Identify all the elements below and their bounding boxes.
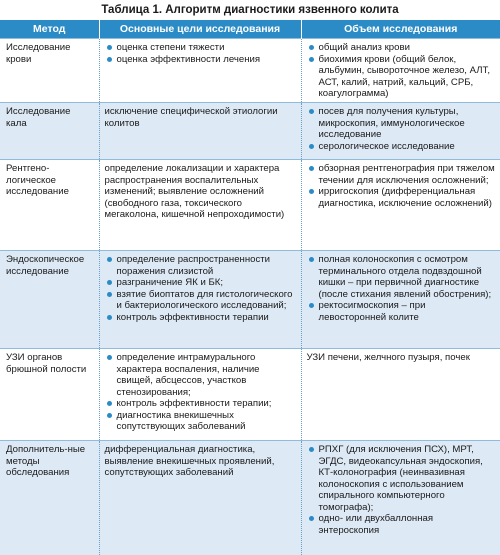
goals-text: исключение специфической этиологии колитов	[105, 106, 296, 129]
cell-method	[0, 441, 99, 555]
list-item: одно- или двухбаллонная энтероскопия	[307, 513, 496, 536]
cell-scope	[301, 39, 500, 103]
table-row	[0, 103, 500, 160]
cell-scope	[301, 349, 500, 441]
scope-list	[307, 42, 496, 100]
method-label: Рентгено-логическое исследование	[6, 163, 69, 197]
table-row	[0, 39, 500, 103]
list-item: разграничение ЯК и БК;	[105, 277, 296, 289]
list-item: обзорная рентгенография при тяжелом течении для исключения осложнений;	[307, 163, 496, 186]
method-label: Эндоскопическое исследование	[6, 254, 84, 277]
cell-method	[0, 160, 99, 251]
table-title: Таблица 1. Алгоритм диагностики язвенного колита	[0, 0, 500, 20]
list-item: ректосигмоскопия – при левосторонней колите	[307, 300, 496, 323]
method-label: Дополнитель-ные методы обследования	[6, 444, 85, 478]
header-scope: Объем исследования	[301, 20, 500, 39]
cell-goals	[99, 103, 301, 160]
cell-method	[0, 349, 99, 441]
cell-goals	[99, 39, 301, 103]
table-header-row	[0, 20, 500, 39]
cell-scope	[301, 160, 500, 251]
table-row	[0, 160, 500, 251]
goals-list	[105, 254, 296, 323]
list-item: взятие биоптатов для гистологического и бактериологического исследований;	[105, 289, 296, 312]
cell-goals	[99, 441, 301, 555]
table-row	[0, 441, 500, 555]
scope-list	[307, 254, 496, 323]
list-item: полная колоноскопия с осмотром терминального отдела подвздошной кишки – при первичной диагностике (после стихания явлений обострения);	[307, 254, 496, 300]
diagnostics-table	[0, 20, 500, 555]
cell-method	[0, 103, 99, 160]
list-item: контроль эффективности терапии;	[105, 398, 296, 410]
list-item: серологическое исследование	[307, 141, 496, 153]
scope-list	[307, 444, 496, 536]
scope-text: УЗИ печени, желчного пузыря, почек	[307, 352, 496, 364]
cell-method	[0, 251, 99, 349]
cell-goals	[99, 251, 301, 349]
list-item: диагностика внекишечных сопутствующих заболеваний	[105, 410, 296, 433]
list-item: общий анализ крови	[307, 42, 496, 54]
list-item: определение интрамурального характера воспаления, наличие свищей, абсцессов, участков стенозирования;	[105, 352, 296, 398]
scope-list	[307, 163, 496, 209]
list-item: посев для получения культуры, микроскопия, иммунологическое исследование	[307, 106, 496, 141]
header-method: Метод	[0, 20, 99, 39]
goals-text: дифференциальная диагностика, выявление внекишечных проявлений, сопутствующих заболеваний	[105, 444, 296, 479]
list-item: ирригоскопия (дифференциальная диагностика, исключение осложнений)	[307, 186, 496, 209]
goals-list	[105, 42, 296, 65]
cell-method	[0, 39, 99, 103]
list-item: оценка эффективности лечения	[105, 54, 296, 66]
list-item: определение распространенности поражения слизистой	[105, 254, 296, 277]
list-item: оценка степени тяжести	[105, 42, 296, 54]
cell-scope	[301, 251, 500, 349]
method-label: Исследование кала	[6, 106, 70, 129]
cell-scope	[301, 441, 500, 555]
goals-list	[105, 352, 296, 433]
cell-goals	[99, 349, 301, 441]
method-label: УЗИ органов брюшной полости	[6, 352, 86, 375]
method-label: Исследование крови	[6, 42, 70, 65]
list-item: РПХГ (для исключения ПСХ), МРТ, ЭГДС, видеокапсульная эндоскопия, КТ-колонография (неинвазивная колоноскопия с использованием спирального компьютерного томографа);	[307, 444, 496, 513]
list-item: контроль эффективности терапии	[105, 312, 296, 324]
list-item: биохимия крови (общий белок, альбумин, сывороточное железо, АЛТ, АСТ, калий, натрий, кальций, СРБ, коагулограмма)	[307, 54, 496, 100]
table-row	[0, 251, 500, 349]
scope-list	[307, 106, 496, 152]
header-goals: Основные цели исследования	[99, 20, 301, 39]
table-row	[0, 349, 500, 441]
cell-scope	[301, 103, 500, 160]
goals-text: определение локализации и характера распространения воспалительных изменений; выявление осложнений (свободного газа, токсического мегаколона, кишечной непроходимости)	[105, 163, 296, 221]
cell-goals	[99, 160, 301, 251]
